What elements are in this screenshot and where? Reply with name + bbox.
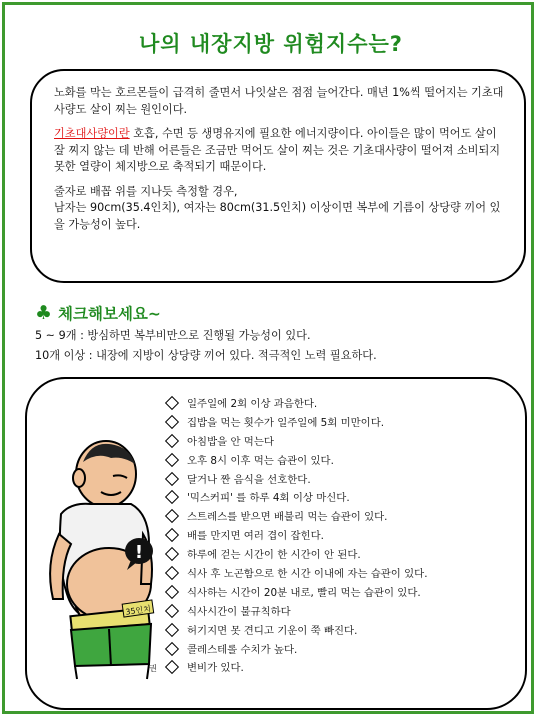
checklist-item-text: 하루에 걷는 시간이 한 시간이 안 된다.: [187, 549, 361, 562]
page-frame: [2, 2, 534, 714]
diamond-checkbox-icon[interactable]: [165, 547, 179, 561]
checklist-item[interactable]: [167, 508, 428, 527]
diamond-checkbox-icon[interactable]: [165, 396, 179, 410]
checklist-item-text: 콜레스테롤 수치가 높다.: [187, 643, 298, 656]
exclamation-icon: !: [134, 542, 144, 563]
club-icon: ♣: [35, 302, 53, 324]
diamond-checkbox-icon[interactable]: [165, 453, 179, 467]
checklist-item-text: 스트레스를 받으면 배불리 먹는 습관이 있다.: [187, 511, 388, 524]
checklist-item-text: 배를 만지면 여러 겹이 잡힌다.: [187, 530, 324, 543]
diamond-checkbox-icon[interactable]: [165, 471, 179, 485]
diamond-checkbox-icon[interactable]: [165, 604, 179, 618]
diamond-checkbox-icon[interactable]: [165, 434, 179, 448]
intro-paragraph-3: [54, 184, 508, 234]
tape-label: 35인치: [124, 604, 152, 617]
checklist-item[interactable]: [167, 452, 428, 471]
checklist-item-text: 식사시간이 불규칙하다: [187, 605, 291, 618]
intro-box: [30, 69, 526, 283]
checklist-item[interactable]: [167, 433, 428, 452]
diamond-checkbox-icon[interactable]: [165, 660, 179, 674]
diamond-checkbox-icon[interactable]: [165, 415, 179, 429]
diamond-checkbox-icon[interactable]: [165, 566, 179, 580]
diamond-checkbox-icon[interactable]: [165, 585, 179, 599]
checklist-box: [25, 377, 527, 710]
checklist-item[interactable]: [167, 584, 428, 603]
check-criteria-high: 10개 이상 : 내장에 지방이 상당량 끼어 있다. 적극적인 노력 필요하다.: [35, 349, 377, 362]
checklist-item-text: 아침밥을 안 먹는다: [187, 435, 274, 448]
diamond-checkbox-icon[interactable]: [165, 528, 179, 542]
checklist-item-text: 달거나 짠 음식을 선호한다.: [187, 473, 311, 486]
checklist-item[interactable]: [167, 489, 428, 508]
checklist-item-text: 식사 후 노곤함으로 한 시간 이내에 자는 습관이 있다.: [187, 568, 428, 581]
checklist-item[interactable]: [167, 641, 428, 660]
diamond-checkbox-icon[interactable]: [165, 490, 179, 504]
checklist-item-text: 식사하는 시간이 20분 내로, 빨리 먹는 습관이 있다.: [187, 586, 421, 599]
check-heading: [35, 302, 161, 324]
checklist-item[interactable]: [167, 659, 428, 678]
checklist: [167, 395, 428, 678]
bmr-highlight: 기초대사량이란: [54, 127, 130, 140]
checklist-item[interactable]: [167, 527, 428, 546]
checklist-item[interactable]: [167, 395, 428, 414]
checklist-item-text: 변비가 있다.: [187, 662, 244, 675]
checklist-item[interactable]: [167, 414, 428, 433]
intro-paragraph-2: [54, 126, 508, 176]
artist-signature: 권: [149, 664, 157, 673]
checklist-item-text: 허기지면 못 견디고 기운이 쭉 빠진다.: [187, 624, 358, 637]
intro-paragraph-3-line1: 줄자로 배꼽 위를 지나듯 측정할 경우,: [54, 184, 238, 198]
intro-paragraph-2-text: 호흡, 수면 등 생명유지에 필요한 에너지량이다. 아이들은 많이 먹어도 살이 잘 찌지 않는 데 반해 어른들은 조금만 먹어도 살이 찌는 것은 기초대사량이 떨어져 소비되지 못한 열량이 체지방으로 축적되기 때문이다.: [54, 127, 501, 173]
intro-paragraph-1: 노화를 막는 호르몬들이 급격히 줄면서 나잇살은 점점 늘어간다. 매년 1%씩 떨어지는 기초대사량도 살이 찌는 원인이다.: [54, 86, 504, 116]
intro-paragraph-3-line2: 남자는 90cm(35.4인치), 여자는 80cm(31.5인치) 이상이면 복부에 기름이 상당량 끼어 있을 가능성이 높다.: [54, 201, 501, 231]
checklist-item[interactable]: [167, 565, 428, 584]
check-heading-text: 체크해보세요~: [58, 305, 161, 323]
checklist-item[interactable]: [167, 546, 428, 565]
checklist-item[interactable]: [167, 471, 428, 490]
diamond-checkbox-icon[interactable]: [165, 509, 179, 523]
belly-man-illustration: [31, 434, 161, 684]
checklist-item-text: 일주일에 2회 이상 과음한다.: [187, 398, 318, 410]
checklist-item[interactable]: [167, 622, 428, 641]
page-title: 나의 내장지방 위험지수는?: [139, 32, 403, 56]
checklist-item-text: 집밥을 먹는 횟수가 일주일에 5회 미만이다.: [187, 416, 385, 429]
diamond-checkbox-icon[interactable]: [165, 642, 179, 656]
checklist-item-text: 오후 8시 이후 먹는 습관이 있다.: [187, 454, 334, 467]
checklist-item[interactable]: [167, 603, 428, 622]
checklist-item-text: '믹스커피' 를 하루 4회 이상 마신다.: [187, 492, 350, 505]
diamond-checkbox-icon[interactable]: [165, 623, 179, 637]
check-criteria-low: 5 ~ 9개 : 방심하면 복부비만으로 진행될 가능성이 있다.: [35, 329, 311, 342]
